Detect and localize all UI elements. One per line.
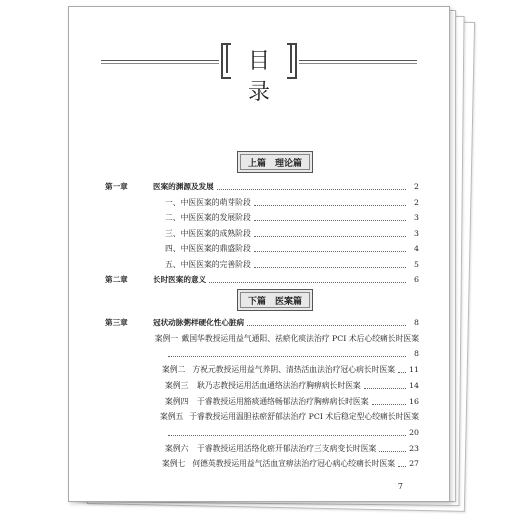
leader-dots [254,251,406,252]
leader-dots [254,220,406,221]
entry-page-number: 3 [414,213,419,222]
leader-dots [209,282,406,283]
entry-title: 二、中医医案的发展阶段 [165,213,251,222]
leader-dots [168,356,406,357]
entry-title: 于睿教授运用豁痰通络畅郁法治疗胸痹病长时医案 [197,396,369,406]
leader-dots [254,267,406,268]
leader-dots [372,404,406,405]
chapter-label: 第三章 [105,318,128,327]
title-rule-left [101,60,219,61]
case-label: 案例六 [165,443,189,453]
leader-dots [364,388,406,389]
case-label: 案例一 [154,333,179,343]
case-label: 案例二 [161,365,186,375]
entry-title: 于睿教授运用活络化瘀开郁法治疗三支病变长时医案 [197,443,377,453]
entry-page-number: 11 [409,365,419,375]
entry-page-number: 14 [409,380,419,390]
toc-entry[interactable] [105,346,419,360]
leader-dots [379,451,406,452]
entry-title: 冠状动脉粥样硬化性心脏病 [153,318,245,327]
leader-dots [254,205,406,206]
toc-entry[interactable] [105,362,419,376]
toc-entry[interactable] [105,409,419,423]
toc-entry[interactable] [105,241,419,255]
entry-title: 一、中医医案的萌芽阶段 [165,197,251,207]
entry-page-number: 27 [409,459,419,469]
entry-title: 方祝元教授运用益气养阴、清热活血法治疗冠心病长时医案 [192,365,396,375]
case-label: 案例三 [165,380,189,390]
toc-entry[interactable] [105,331,419,345]
entry-page-number: 16 [409,396,419,406]
entry-title: 于睿教授运用温胆祛瘀舒郁法治疗 PCI 术后稳定型心绞痛长时医案 [189,412,419,422]
page-title: 目 录 [247,49,280,105]
section-header-upper [237,151,313,173]
title-frame [221,43,297,105]
toc-entry[interactable] [105,456,419,470]
entry-page-number: 3 [414,228,419,238]
entry-title: 四、中医医案的鼎盛阶段 [165,244,251,253]
entry-page-number: 20 [409,427,419,437]
toc-entry[interactable] [105,257,419,271]
toc-entry[interactable] [105,195,419,209]
section-header-lower [237,289,313,311]
section-header-upper-label: 上篇 理论篇 [247,158,302,169]
entry-page-number: 23 [409,443,419,453]
leader-dots [254,236,406,237]
leader-dots [398,466,406,467]
case-label: 案例五 [159,412,184,422]
chapter-label: 第二章 [105,275,128,284]
entry-title: 耿乃志教授运用活血通络法治疗胸痹病长时医案 [197,380,361,390]
toc-entry[interactable] [105,378,419,392]
toc-entry[interactable] [105,394,419,408]
toc-entry[interactable] [105,226,419,240]
entry-page-number: 8 [414,318,419,327]
toc-entry[interactable] [105,315,419,329]
section-header-lower-label: 下篇 医案篇 [247,296,302,307]
title-rule-right [299,60,417,61]
chapter-label: 第一章 [105,182,128,191]
toc-entry[interactable] [105,179,419,193]
entry-page-number: 8 [414,349,419,359]
entry-title: 戴国华教授运用益气通阳、祛瘀化痰法治疗 PCI 术后心绞痛长时医案 [181,333,419,343]
entry-title: 长时医案的意义 [153,275,207,284]
page-number: 7 [397,482,403,491]
toc-entry[interactable] [105,441,419,455]
leader-dots [168,435,406,436]
entry-title: 医案的渊源及发展 [153,182,214,191]
toc-page [68,6,450,502]
toc-entry[interactable] [105,272,419,286]
entry-title: 五、中医医案的完善阶段 [165,259,251,269]
toc-entry[interactable] [105,210,419,224]
entry-page-number: 2 [414,197,419,207]
case-label: 案例七 [161,459,186,469]
toc-entry[interactable] [105,425,419,439]
entry-title: 三、中医医案的成熟阶段 [165,228,251,238]
entry-page-number: 6 [414,275,419,284]
leader-dots [247,325,406,326]
entry-page-number: 2 [414,182,419,191]
entry-page-number: 4 [414,244,419,253]
case-label: 案例四 [165,396,189,406]
leader-dots [398,372,406,373]
entry-page-number: 5 [414,259,419,269]
entry-title: 何德英教授运用益气活血宣痹法治疗冠心病心绞痛长时医案 [192,459,396,469]
leader-dots [217,189,406,190]
